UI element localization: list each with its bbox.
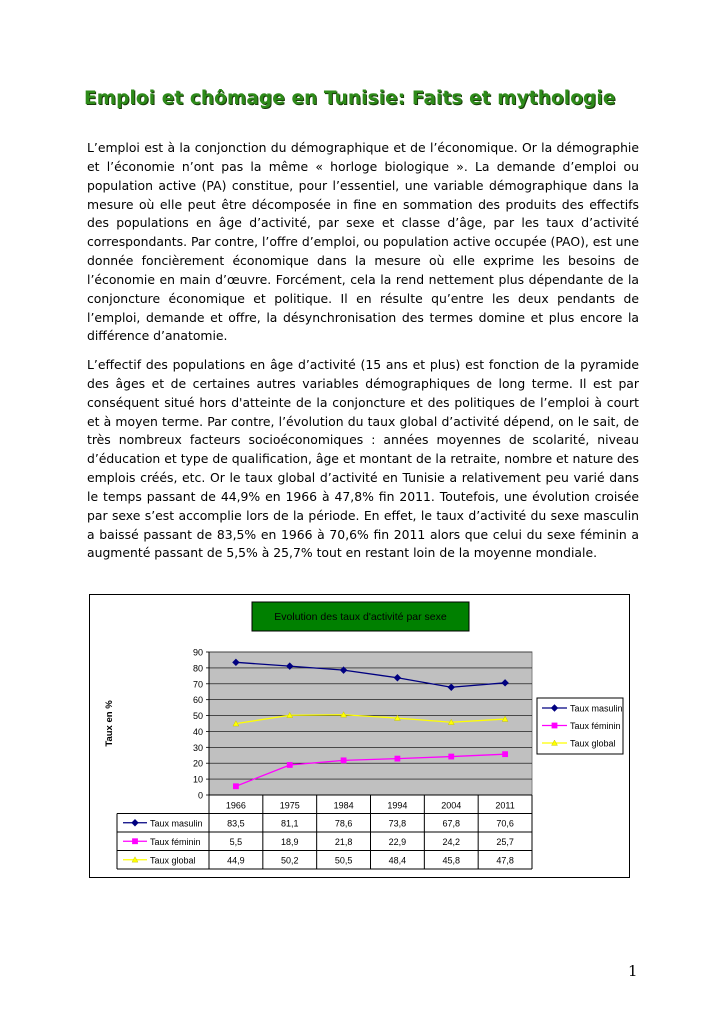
table-cell-value: 83,5: [227, 818, 245, 829]
x-tick-label: 1994: [387, 800, 408, 811]
table-cell-value: 48,4: [388, 855, 407, 866]
page-number: 1: [628, 962, 638, 980]
table-cell-value: 67,8: [442, 818, 461, 829]
y-tick-label: 80: [192, 663, 203, 674]
chart-title: Evolution des taux d'activité par sexe: [274, 611, 447, 623]
y-tick-label: 90: [192, 647, 203, 658]
data-point-square: [341, 758, 346, 763]
chart-container: [89, 594, 630, 878]
x-tick-label: 1966: [225, 800, 246, 811]
legend-entry-label: Taux féminin: [570, 721, 621, 731]
x-tick-label: 2011: [495, 800, 515, 811]
y-axis-label: Taux en %: [104, 700, 115, 747]
table-cell-value: 81,1: [280, 818, 299, 829]
data-point-square: [503, 752, 508, 757]
legend-entry-label: Taux global: [570, 738, 616, 749]
paragraph-1: L’emploi est à la conjonction du démographique et de l’économique. Or la démographie et l’économie n’ont pas la même « horloge biologique ». La demande d’emploi ou population active (PA) constitue, pour l’essentiel, une variable démographique dans la mesure où elle peut être décomposée in fine en sommation des produits des effectifs des populations en âge d’activité, par sexe et classe d’âge, par les taux d’activité correspondants. Par contre, l’offre d’emploi, ou population active occupée (PAO), est une donnée foncièrement économique dans la mesure où elle exprime les besoins de l’économie en main d’œuvre. Forcément, cela la rend nettement plus dépendante de la conjoncture économique et politique. Il en résulte qu’entre les deux pendants de l’emploi, demande et offre, la désynchronisation des termes domine et plus encore la différence d’anatomie.: [87, 140, 639, 344]
legend-key-marker: [552, 723, 557, 728]
y-tick-label: 0: [197, 790, 203, 801]
table-key-marker: [132, 820, 138, 826]
y-tick-label: 50: [192, 711, 203, 722]
table-cell-value: 50,5: [334, 855, 353, 866]
data-point-square: [234, 784, 239, 789]
y-tick-label: 60: [192, 695, 203, 706]
y-tick-label: 20: [192, 758, 203, 769]
y-tick-label: 10: [192, 774, 203, 785]
y-tick-label: 30: [192, 742, 203, 753]
table-cell-value: 47,8: [496, 855, 514, 866]
activity-rate-chart: [90, 595, 631, 879]
table-series-name: Taux féminin: [150, 836, 201, 847]
table-cell-value: 21,8: [334, 836, 353, 847]
x-tick-label: 1984: [333, 800, 354, 811]
table-key-marker: [133, 839, 138, 844]
table-cell-value: 24,2: [442, 836, 461, 847]
y-tick-label: 40: [192, 726, 203, 737]
table-cell-value: 18,9: [280, 836, 299, 847]
data-point-square: [449, 754, 454, 759]
table-cell-value: 78,6: [334, 818, 353, 829]
table-cell-value: 50,2: [280, 855, 299, 866]
page-title: Emploi et chômage en Tunisie: Faits et mythologie: [84, 88, 616, 109]
legend-entry-label: Taux masulin: [570, 703, 623, 714]
table-cell-value: 44,9: [227, 855, 245, 866]
x-tick-label: 1975: [279, 800, 300, 811]
x-tick-label: 2004: [441, 800, 462, 811]
table-series-name: Taux global: [150, 855, 196, 866]
data-point-square: [287, 763, 292, 768]
table-cell-value: 73,8: [388, 818, 407, 829]
y-tick-label: 70: [192, 679, 203, 690]
data-point-square: [395, 756, 400, 761]
table-cell-value: 25,7: [496, 836, 514, 847]
paragraph-2: L’effectif des populations en âge d’activité (15 ans et plus) est fonction de la pyramide des âges et de certaines autres variables démographiques de long terme. Il est par conséquent situé hors d'atteinte de la conjoncture et des politiques de l’emploi à court et à moyen terme. Par contre, l’évolution du taux global d’activité dépend, on le sait, de très nombreux facteurs socioéconomiques : années moyennes de scolarité, niveau d’éducation et type de qualification, âge et montant de la retraite, nombre et nature des emplois créés, etc. Or le taux global d’activité en Tunisie a relativement peu varié dans le temps passant de 44,9% en 1966 à 47,8% fin 2011. Toutefois, une évolution croisée par sexe s’est accomplie lors de la période. En effet, le taux d’activité du sexe masculin a baissé passant de 83,5% en 1966 à 70,6% fin 2011 alors que celui du sexe féminin a augmenté passant de 5,5% à 25,7% tout en restant loin de la moyenne mondiale.: [87, 357, 639, 561]
table-cell-value: 5,5: [229, 836, 243, 847]
table-cell-value: 45,8: [442, 855, 461, 866]
table-series-name: Taux masulin: [150, 818, 203, 829]
table-cell-value: 22,9: [388, 836, 407, 847]
table-cell-value: 70,6: [496, 818, 514, 829]
